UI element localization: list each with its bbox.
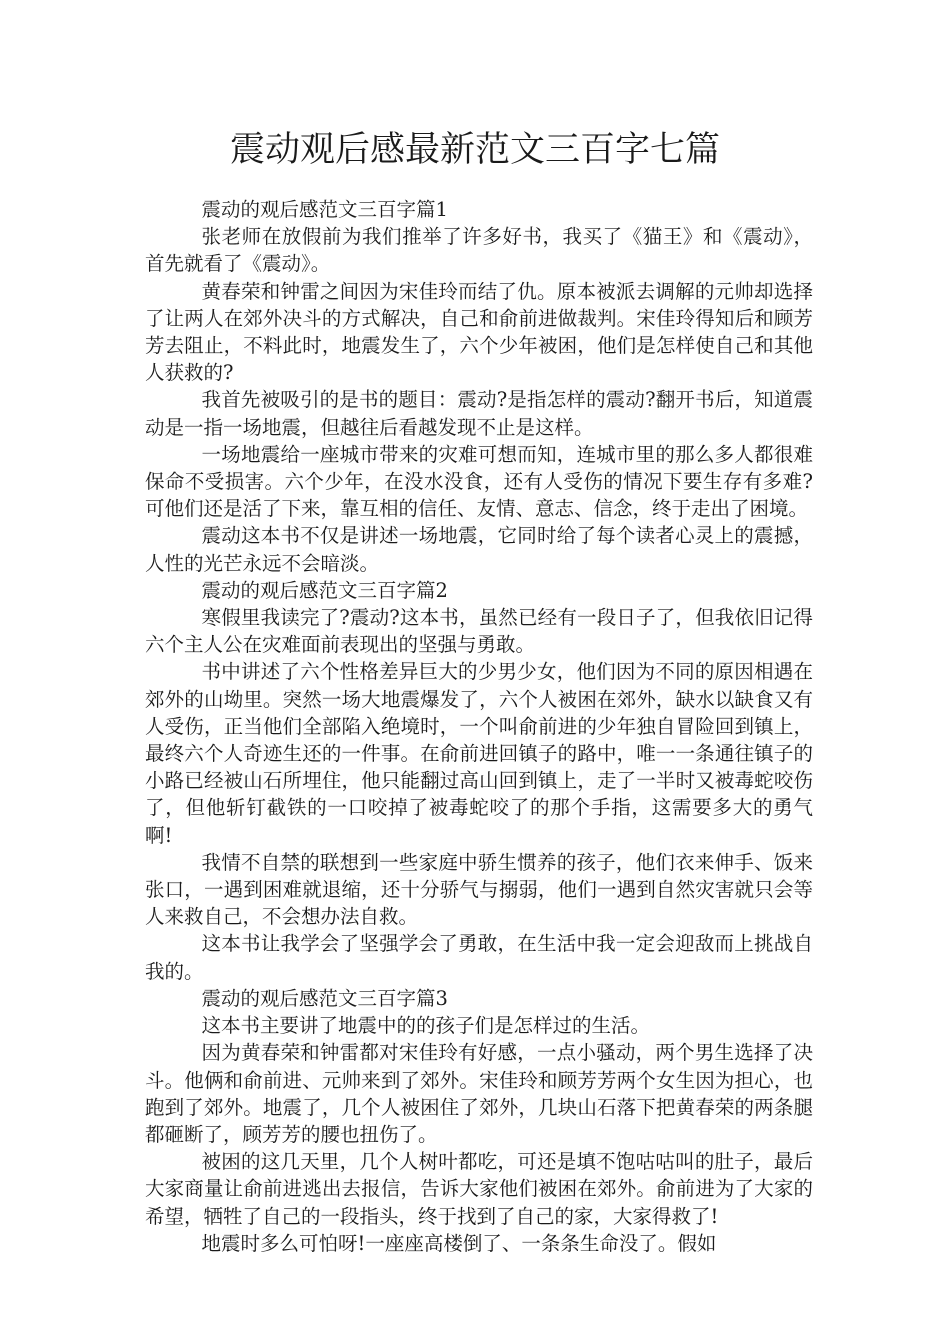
- section-heading: 震动的观后感范文三百字篇2: [201, 578, 448, 602]
- paragraph: 因为黄春荣和钟雷都对宋佳玲有好感，一点小骚动，两个男生选择了决斗。他俩和俞前进、元帅来到了郊外。宋佳玲和顾芳芳两个女生因为担心，也跑到了郊外。地震了，几个人被困住了郊外，几块山石落下把黄春荣的两条腿都砸断了，顾芳芳的腰也扭伤了。: [145, 1041, 813, 1146]
- paragraph: 被困的这几天里，几个人树叶都吃，可还是填不饱咕咕叫的肚子，最后大家商量让俞前进逃出去报信，告诉大家他们被困在郊外。俞前进为了大家的希望，牺牲了自己的一段指头，终于找到了自己的家，大家得救了!: [145, 1150, 813, 1228]
- paragraph: 黄春荣和钟雷之间因为宋佳玲而结了仇。原本被派去调解的元帅却选择了让两人在郊外决斗的方式解决，自己和俞前进做裁判。宋佳玲得知后和顾芳芳去阻止，不料此时，地震发生了，六个少年被困，他们是怎样使自己和其他人获救的?: [145, 279, 813, 385]
- paragraph: 我情不自禁的联想到一些家庭中骄生惯养的孩子，他们衣来伸手、饭来张口，一遇到困难就退缩，还十分骄气与搦弱，他们一遇到自然灾害就只会等人来救自己，不会想办法自救。: [145, 850, 813, 929]
- paragraph: 我首先被吸引的是书的题目：震动?是指怎样的震动?翻开书后，知道震动是一指一场地震，但越往后看越发现不止是这样。: [145, 388, 813, 439]
- section-heading: 震动的观后感范文三百字篇1: [201, 198, 448, 221]
- paragraph: 一场地震给一座城市带来的灾难可想而知，连城市里的那么多人都很难保命不受损害。六个少年，在没水没食，还有人受伤的情况下要生存有多难?可他们还是活了下来，靠互相的信任、友情、意志、信念，终于走出了困境。: [145, 442, 813, 521]
- paragraph: 这本书主要讲了地震中的的孩子们是怎样过的生活。: [201, 1014, 651, 1038]
- paragraph: 这本书让我学会了坚强学会了勇敢，在生活中我一定会迎敌而上挑战自我的。: [145, 932, 813, 983]
- paragraph: 震动这本书不仅是讲述一场地震，它同时给了每个读者心灵上的震撼，人性的光芒永远不会暗淡。: [145, 524, 813, 575]
- paragraph: 地震时多么可怕呀!一座座高楼倒了、一条条生命没了。假如: [201, 1231, 717, 1255]
- section-heading: 震动的观后感范文三百字篇3: [201, 986, 448, 1010]
- document-title: 震动观后感最新范文三百字七篇: [229, 130, 720, 170]
- paragraph: 寒假里我读完了?震动?这本书，虽然已经有一段日子了，但我依旧记得六个主人公在灾难面前表现出的坚强与勇敢。: [145, 606, 813, 657]
- paragraph: 张老师在放假前为我们推举了许多好书，我买了《猫王》和《震动》，首先就看了《震动》。: [145, 225, 813, 276]
- paragraph: 书中讲述了六个性格差异巨大的少男少女，他们因为不同的原因相遇在郊外的山坳里。突然一场大地震爆发了，六个人被困在郊外，缺水以缺食又有人受伤，正当他们全部陷入绝境时，一个叫俞前进的少年独自冒险回到镇上，最终六个人奇迹生还的一件事。在俞前进回镇子的路中，唯一一条通往镇子的小路已经被山石所埋住，他只能翻过高山回到镇上，走了一半时又被毒蛇咬伤了，但他斩钉截铁的一口咬掉了被毒蛇咬了的那个手指，这需要多大的勇气啊!: [145, 660, 813, 847]
- document-body: [145, 196, 813, 1257]
